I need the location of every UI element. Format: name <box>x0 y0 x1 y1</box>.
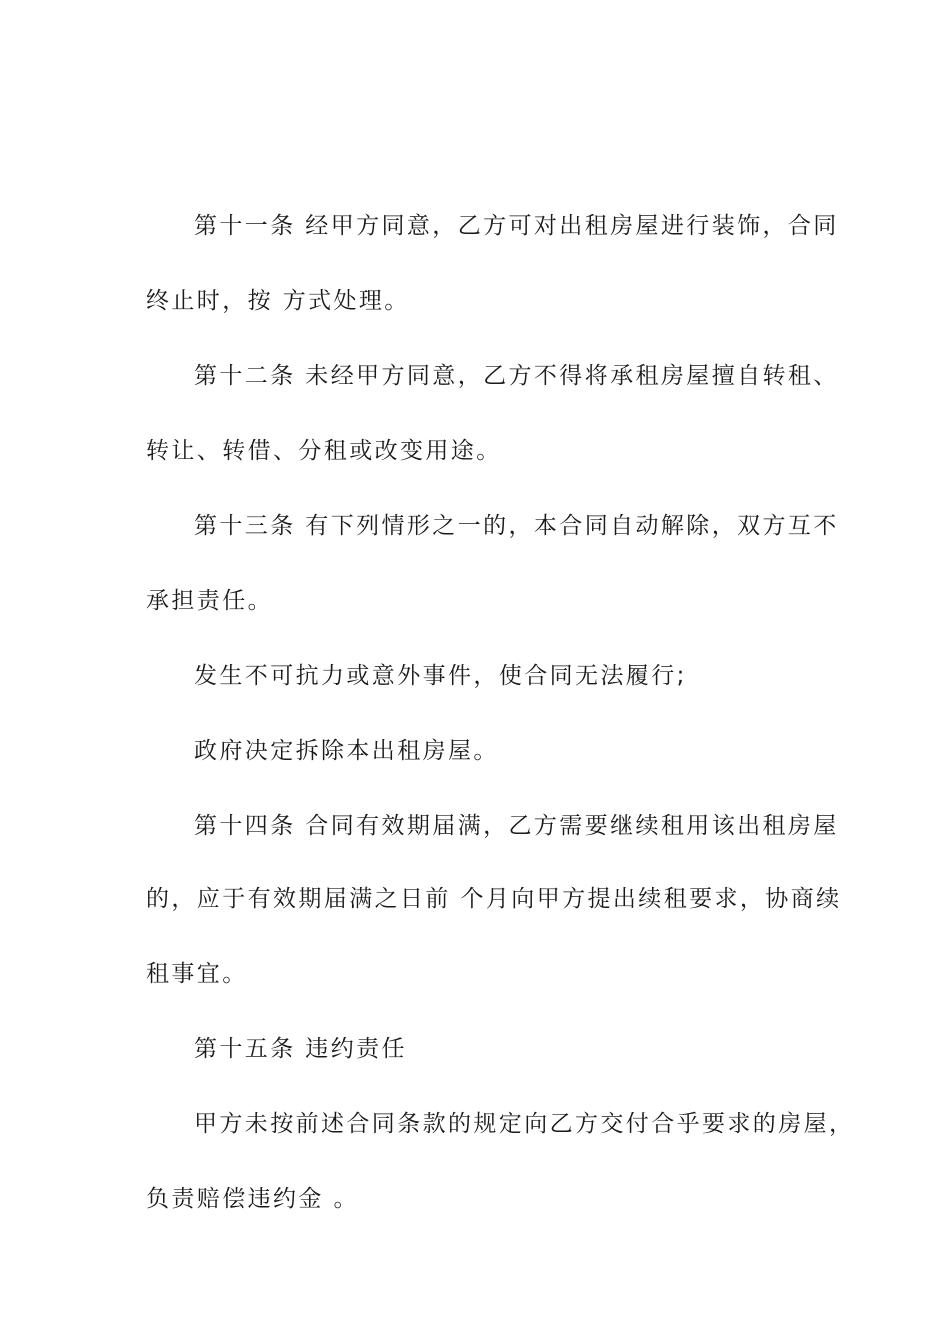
article-15-heading: 第十五条 违约责任 <box>194 1036 407 1062</box>
article-15-line-2: 负责赔偿违约金 。 <box>146 1186 359 1212</box>
article-15-line-1: 甲方未按前述合同条款的规定向乙方交付合乎要求的房屋， <box>194 1111 855 1137</box>
article-12-line-1: 第十二条 未经甲方同意，乙方不得将承租房屋擅自转租、 <box>194 363 839 389</box>
article-13-line-2: 承担责任。 <box>146 588 273 614</box>
article-14-line-1: 第十四条 合同有效期届满，乙方需要继续租用该出租房屋 <box>194 813 839 839</box>
article-14-line-3: 租事宜。 <box>146 961 248 987</box>
article-13-item-2: 政府决定拆除本出租房屋。 <box>194 738 499 764</box>
article-11-line-1: 第十一条 经甲方同意，乙方可对出租房屋进行装饰，合同 <box>194 213 839 239</box>
article-12-line-2: 转让、转借、分租或改变用途。 <box>146 438 502 464</box>
article-13-item-1: 发生不可抗力或意外事件，使合同无法履行; <box>194 663 687 689</box>
article-14-line-2: 的，应于有效期届满之日前 个月向甲方提出续租要求，协商续 <box>146 886 842 912</box>
article-11-line-2: 终止时，按 方式处理。 <box>146 288 410 314</box>
article-13-line-1: 第十三条 有下列情形之一的，本合同自动解除，双方互不 <box>194 513 839 539</box>
